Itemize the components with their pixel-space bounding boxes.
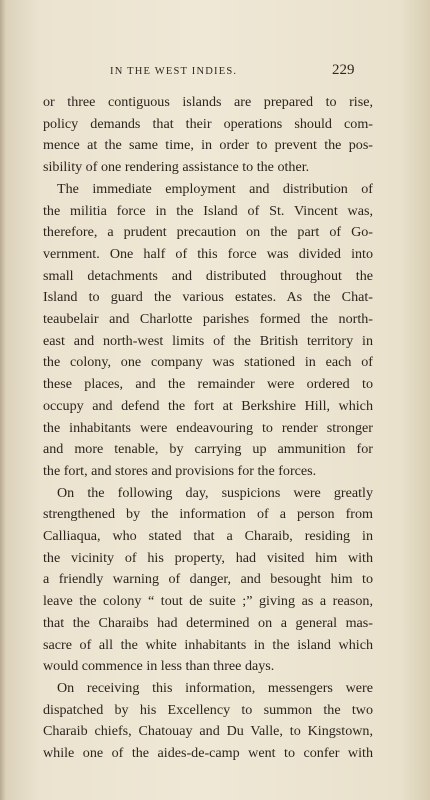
- page-gutter-shadow: [0, 0, 6, 800]
- text-line: would commence in less than three days.: [43, 658, 275, 675]
- text-line: east and north-west limits of the British territory in: [43, 332, 373, 349]
- text-line: the vicinity of his property, had visited him with: [43, 549, 373, 566]
- text-line: occupy and defend the fort at Berkshire Hill, which: [43, 397, 373, 414]
- paragraph-2: [43, 179, 373, 483]
- text-line: therefore, a prudent precaution on the part of Go-: [43, 224, 373, 241]
- text-line: the colony, one company was stationed in each of: [43, 354, 373, 371]
- running-head-title: IN THE WEST INDIES.: [110, 66, 238, 77]
- text-line: and more tenable, by carrying up ammunition for: [43, 441, 373, 458]
- text-line: The immediate employment and distribution of: [57, 180, 373, 197]
- text-line: sacre of all the white inhabitants in the island which: [43, 636, 373, 653]
- text-line: sibility of one rendering assistance to the other.: [43, 159, 310, 176]
- text-line: a friendly warning of danger, and besought him to: [43, 571, 373, 588]
- text-line: the fort, and stores and provisions for the forces.: [43, 462, 317, 479]
- paragraph-3: [43, 483, 373, 678]
- text-line: that the Charaibs had determined on a general mas-: [43, 614, 373, 631]
- text-line: while one of the aides-de-camp went to confer with: [43, 745, 373, 762]
- text-line: leave the colony “ tout de suite ;” giving as a reason,: [43, 593, 373, 610]
- text-line: these places, and the remainder were ordered to: [43, 376, 373, 393]
- text-line: mence at the same time, in order to prevent the pos-: [43, 137, 373, 154]
- text-line: Charaib chiefs, Chatouay and Du Valle, to Kingstown,: [43, 723, 373, 740]
- paragraph-4: [43, 678, 373, 765]
- text-line: policy demands that their operations should com-: [43, 115, 373, 132]
- text-line: dispatched by his Excellency to summon the two: [43, 701, 373, 718]
- text-line: teaubelair and Charlotte parishes formed the north-: [43, 311, 373, 328]
- running-head: [0, 62, 430, 82]
- text-line: vernment. One half of this force was divided into: [43, 245, 373, 262]
- text-line: On receiving this information, messengers were: [57, 679, 373, 696]
- text-line: small detachments and distributed throughout the: [43, 267, 373, 284]
- text-line: strengthened by the information of a person from: [43, 506, 373, 523]
- text-line: the inhabitants were endeavouring to render stronger: [43, 419, 373, 436]
- text-line: the militia force in the Island of St. Vincent was,: [43, 202, 373, 219]
- text-line: or three contiguous islands are prepared to rise,: [43, 94, 373, 110]
- text-line: Island to guard the various estates. As the Chat-: [43, 289, 373, 306]
- paragraph-1: [43, 92, 373, 179]
- text-line: Calliaqua, who stated that a Charaib, residing in: [43, 528, 373, 545]
- page-number: 229: [332, 62, 355, 78]
- text-line: On the following day, suspicions were greatly: [57, 484, 373, 501]
- body-text: [43, 92, 373, 765]
